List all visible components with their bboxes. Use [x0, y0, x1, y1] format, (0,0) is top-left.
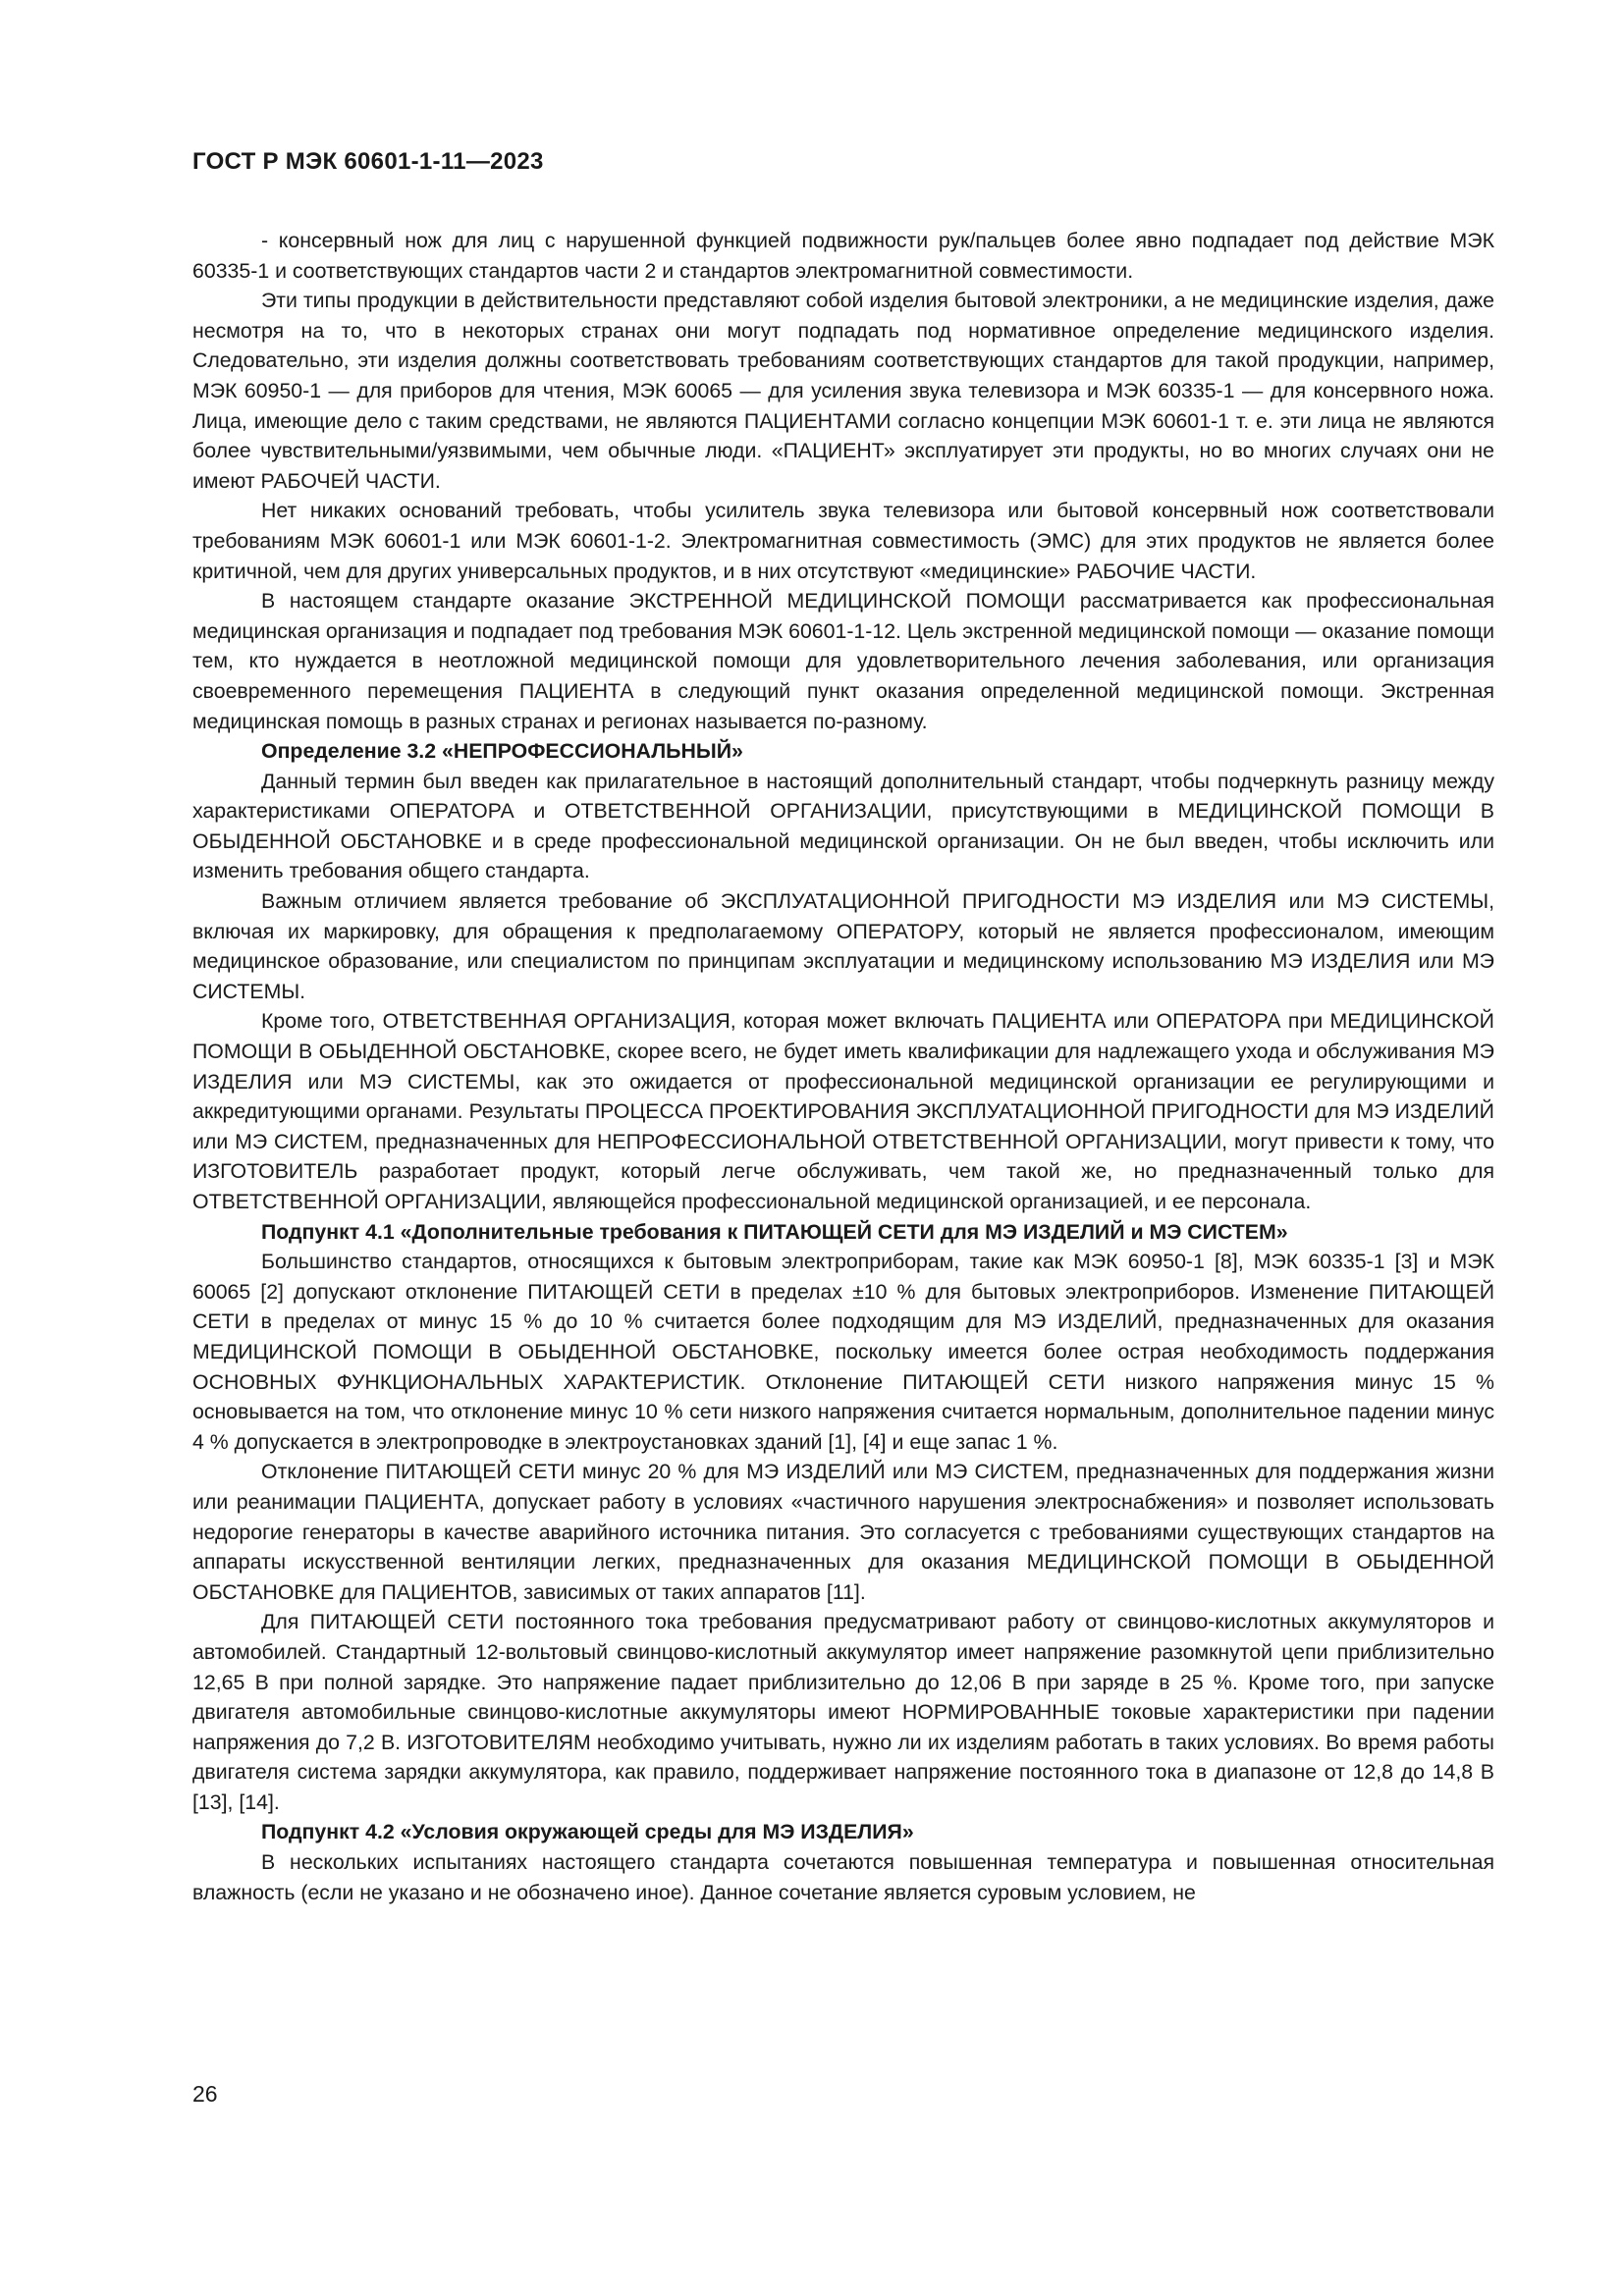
paragraph: В нескольких испытаниях настоящего стандарта сочетаются повышенная температура и повышенная относительная влажность (если не указано и не обозначено иное). Данное сочетание является суровым условием, не [192, 1850, 1494, 1904]
paragraph: Отклонение ПИТАЮЩЕЙ СЕТИ минус 20 % для МЭ ИЗДЕЛИЙ или МЭ СИСТЕМ, предназначенных для поддержания жизни или реанимации ПАЦИЕНТА, допускает работу в условиях «частичного нарушения электроснабжения» и позволяет использовать недорогие генераторы в качестве аварийного источника питания. Это согласуется с требованиями существующих стандартов на аппараты искусственной вентиляции легких, предназначенных для оказания МЕДИЦИНСКОЙ ПОМОЩИ В ОБЫДЕННОЙ ОБСТАНОВКЕ для ПАЦИЕНТОВ, зависимых от таких аппаратов [11]. [192, 1460, 1494, 1604]
section-heading: Определение 3.2 «НЕПРОФЕССИОНАЛЬНЫЙ» [261, 739, 743, 764]
paragraph: Данный термин был введен как прилагательное в настоящий дополнительный стандарт, чтобы подчеркнуть разницу между характеристиками ОПЕРАТОРА и ОТВЕТСТВЕННОЙ ОРГАНИЗАЦИИ, присутствующими в МЕДИЦИНСКОЙ ПОМОЩИ В ОБЫДЕННОЙ ОБСТАНОВКЕ и в среде профессиональной медицинской организации. Он не был введен, чтобы исключить или изменить требования общего стандарта. [192, 769, 1494, 883]
section-heading: Подпункт 4.1 «Дополнительные требования к ПИТАЮЩЕЙ СЕТИ для МЭ ИЗДЕЛИЙ и МЭ СИСТЕМ» [261, 1219, 1288, 1244]
paragraph: Эти типы продукции в действительности представляют собой изделия бытовой электроники, а не медицинские изделия, даже несмотря на то, что в некоторых странах они могут подпадать под нормативное определение медицинского изделия. Следовательно, эти изделия должны соответствовать требованиям соответствующих стандартов для такой продукции, например, МЭК 60950-1 — для приборов для чтения, МЭК 60065 — для усиления звука телевизора и МЭК 60335-1 — для консервного ножа. Лица, имеющие дело с таким средствами, не являются ПАЦИЕНТАМИ согласно концепции МЭК 60601-1 т. е. эти лица не являются более чувствительными/уязвимыми, чем обычные люди. «ПАЦИЕНТ» эксплуатирует эти продукты, но во многих случаях они не имеют РАБОЧЕЙ ЧАСТИ. [192, 289, 1494, 493]
section-heading: Подпункт 4.2 «Условия окружающей среды для МЭ ИЗДЕЛИЯ» [261, 1820, 914, 1844]
document-header-title: ГОСТ Р МЭК 60601-1-11—2023 [192, 148, 544, 175]
page-number: 26 [192, 2081, 218, 2107]
paragraph: Нет никаких оснований требовать, чтобы усилитель звука телевизора или бытовой консервный нож соответствовали требованиям МЭК 60601-1 или МЭК 60601-1-2. Электромагнитная совместимость (ЭМС) для этих продуктов не является более критичной, чем для других универсальных продуктов, и в них отсутствуют «медицинские» РАБОЧИЕ ЧАСТИ. [192, 499, 1494, 583]
paragraph: - консервный нож для лиц с нарушенной функцией подвижности рук/пальцев более явно подпадает под действие МЭК 60335-1 и соответствующих стандартов части 2 и стандартов электромагнитной совместимости. [192, 229, 1494, 283]
paragraph: В настоящем стандарте оказание ЭКСТРЕННОЙ МЕДИЦИНСКОЙ ПОМОЩИ рассматривается как профессиональная медицинская организация и подпадает под требования МЭК 60601-1-12. Цель экстренной медицинской помощи — оказание помощи тем, кто нуждается в неотложной медицинской помощи для удовлетворительного лечения заболевания, или организация своевременного перемещения ПАЦИЕНТА в следующий пункт оказания определенной медицинской помощи. Экстренная медицинская помощь в разных странах и регионах называется по-разному. [192, 589, 1494, 733]
paragraph: Кроме того, ОТВЕТСТВЕННАЯ ОРГАНИЗАЦИЯ, которая может включать ПАЦИЕНТА или ОПЕРАТОРА при МЕДИЦИНСКОЙ ПОМОЩИ В ОБЫДЕННОЙ ОБСТАНОВКЕ, скорее всего, не будет иметь квалификации для надлежащего ухода и обслуживания МЭ ИЗДЕЛИЯ или МЭ СИСТЕМЫ, как это ожидается от профессиональной медицинской организации ее регулирующими и аккредитующими органами. Результаты ПРОЦЕССА ПРОЕКТИРОВАНИЯ ЭКСПЛУАТАЦИОННОЙ ПРИГОДНОСТИ для МЭ ИЗДЕЛИЙ или МЭ СИСТЕМ, предназначенных для НЕПРОФЕССИОНАЛЬНОЙ ОТВЕТСТВЕННОЙ ОРГАНИЗАЦИИ, могут привести к тому, что ИЗГОТОВИТЕЛЬ разработает продукт, который легче обслуживать, чем такой же, но предназначенный только для ОТВЕТСТВЕННОЙ ОРГАНИЗАЦИИ, являющейся профессиональной медицинской организацией, и ее персонала. [192, 1009, 1494, 1213]
paragraph: Важным отличием является требование об ЭКСПЛУАТАЦИОННОЙ ПРИГОДНОСТИ МЭ ИЗДЕЛИЯ или МЭ СИСТЕМЫ, включая их маркировку, для обращения к предполагаемому ОПЕРАТОРУ, который не является профессионалом, имеющим медицинское образование, или специалистом по принципам эксплуатации и медицинскому использованию МЭ ИЗДЕЛИЯ или МЭ СИСТЕМЫ. [192, 889, 1494, 1003]
document-body [192, 226, 1494, 1907]
paragraph: Большинство стандартов, относящихся к бытовым электроприборам, такие как МЭК 60950-1 [8], МЭК 60335-1 [3] и МЭК 60065 [2] допускают отклонение ПИТАЮЩЕЙ СЕТИ в пределах ±10 % для бытовых электроприборов. Изменение ПИТАЮЩЕЙ СЕТИ в пределах от минус 15 % до 10 % считается более подходящим для МЭ ИЗДЕЛИЙ, предназначенных для оказания МЕДИЦИНСКОЙ ПОМОЩИ В ОБЫДЕННОЙ ОБСТАНОВКЕ, поскольку имеется более острая необходимость поддержания ОСНОВНЫХ ФУНКЦИОНАЛЬНЫХ ХАРАКТЕРИСТИК. Отклонение ПИТАЮЩЕЙ СЕТИ низкого напряжения минус 15 % основывается на том, что отклонение минус 10 % сети низкого напряжения считается нормальным, дополнительное падении минус 4 % допускается в электропроводке в электроустановках зданий [1], [4] и еще запас 1 %. [192, 1250, 1494, 1454]
paragraph: Для ПИТАЮЩЕЙ СЕТИ постоянного тока требования предусматривают работу от свинцово-кислотных аккумуляторов и автомобилей. Стандартный 12-вольтовый свинцово-кислотный аккумулятор имеет напряжение разомкнутой цепи приблизительно 12,65 В при полной зарядке. Это напряжение падает приблизительно до 12,06 В при заряде в 25 %. Кроме того, при запуске двигателя автомобильные свинцово-кислотные аккумуляторы имеют НОРМИРОВАННЫЕ токовые характеристики при падении напряжения до 7,2 В. ИЗГОТОВИТЕЛЯМ необходимо учитывать, нужно ли их изделиям работать в таких условиях. Во время работы двигателя система зарядки аккумулятора, как правило, поддерживает напряжение постоянного тока в диапазоне от 12,8 до 14,8 В [13], [14]. [192, 1610, 1494, 1814]
